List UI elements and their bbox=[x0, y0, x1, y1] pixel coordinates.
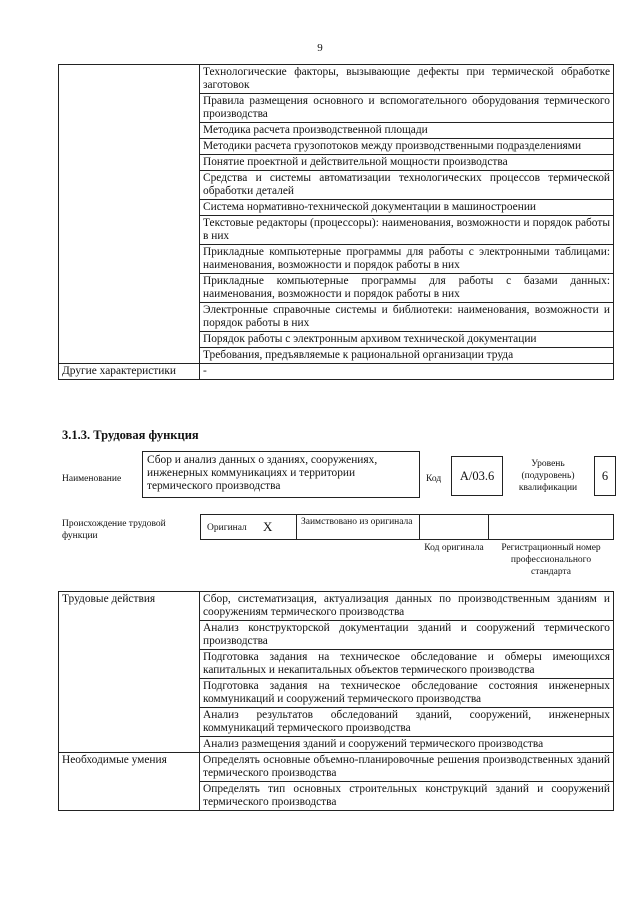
original-mark: X bbox=[263, 519, 273, 534]
page-number: 9 bbox=[317, 42, 323, 54]
borrowed-label: Заимствовано из оригинала bbox=[301, 517, 413, 527]
function-level-box: 6 bbox=[594, 456, 616, 496]
knowledge-item: Понятие проектной и действительной мощности производства bbox=[200, 155, 614, 171]
skills-label: Необходимые умения bbox=[59, 753, 200, 811]
function-code-box: А/03.6 bbox=[451, 456, 503, 496]
labor-action-item: Анализ конструкторской документации зданий и сооружений термического производства bbox=[200, 621, 614, 650]
level-label: Уровень (подуровень) квалификации bbox=[518, 459, 578, 493]
original-label: Оригинал bbox=[207, 523, 247, 533]
other-characteristics-value: - bbox=[200, 364, 614, 380]
knowledge-item: Средства и системы автоматизации технологических процессов термической обработки деталей bbox=[200, 171, 614, 200]
knowledge-item: Система нормативно-технической документации в машиностроении bbox=[200, 200, 614, 216]
labor-action-item: Сбор, систематизация, актуализация данных по производственным зданиям и сооружениям термического производства bbox=[200, 592, 614, 621]
section-heading: 3.1.3. Трудовая функция bbox=[62, 428, 199, 442]
labor-action-item: Подготовка задания на техническое обследование состояния инженерных коммуникаций и сооружений термического производства bbox=[200, 679, 614, 708]
knowledge-label-cell bbox=[59, 65, 200, 364]
name-label: Наименование bbox=[62, 474, 122, 484]
code-label: Код bbox=[426, 474, 442, 484]
labor-action-item: Анализ размещения зданий и сооружений термического производства bbox=[200, 737, 614, 753]
knowledge-item: Методики расчета грузопотоков между производственными подразделениями bbox=[200, 139, 614, 155]
actions-table bbox=[58, 591, 614, 811]
knowledge-item: Порядок работы с электронным архивом технической документации bbox=[200, 332, 614, 348]
code-original-cell bbox=[419, 514, 489, 540]
skill-item: Определять тип основных строительных конструкций зданий и сооружений термического производства bbox=[200, 782, 614, 811]
knowledge-item: Правила размещения основного и вспомогательного оборудования термического производства bbox=[200, 94, 614, 123]
knowledge-table bbox=[58, 64, 614, 380]
borrowed-cell bbox=[296, 514, 420, 540]
labor-action-item: Анализ результатов обследований зданий, сооружений, инженерных коммуникаций термического производства bbox=[200, 708, 614, 737]
origin-label: Происхождение трудовой функции bbox=[62, 519, 166, 541]
labor-actions-label: Трудовые действия bbox=[59, 592, 200, 753]
function-name-box: Сбор и анализ данных о зданиях, сооружениях, инженерных коммуникациях и территории термического производства bbox=[142, 451, 420, 498]
knowledge-item: Требования, предъявляемые к рациональной организации труда bbox=[200, 348, 614, 364]
knowledge-item: Методика расчета производственной площади bbox=[200, 123, 614, 139]
reg-number-cell bbox=[488, 514, 614, 540]
labor-action-item: Подготовка задания на техническое обследование и обмеры имеющихся капитальных и некапитальных объектов термического производства bbox=[200, 650, 614, 679]
skill-item: Определять основные объемно-планировочные решения производственных зданий термического производства bbox=[200, 753, 614, 782]
code-original-caption: Код оригинала bbox=[424, 543, 484, 553]
original-cell bbox=[200, 514, 297, 540]
knowledge-item: Технологические факторы, вызывающие дефекты при термической обработке заготовок bbox=[200, 65, 614, 94]
knowledge-item: Текстовые редакторы (процессоры): наименования, возможности и порядок работы в них bbox=[200, 216, 614, 245]
knowledge-item: Прикладные компьютерные программы для работы с электронными таблицами: наименования, возможности и порядок работы в них bbox=[200, 245, 614, 274]
reg-number-caption: Регистрационный номер профессионального стандарта bbox=[501, 543, 601, 577]
other-characteristics-label: Другие характеристики bbox=[59, 364, 200, 380]
knowledge-item: Прикладные компьютерные программы для работы с базами данных: наименования, возможности и порядок работы в них bbox=[200, 274, 614, 303]
knowledge-item: Электронные справочные системы и библиотеки: наименования, возможности и порядок работы в них bbox=[200, 303, 614, 332]
